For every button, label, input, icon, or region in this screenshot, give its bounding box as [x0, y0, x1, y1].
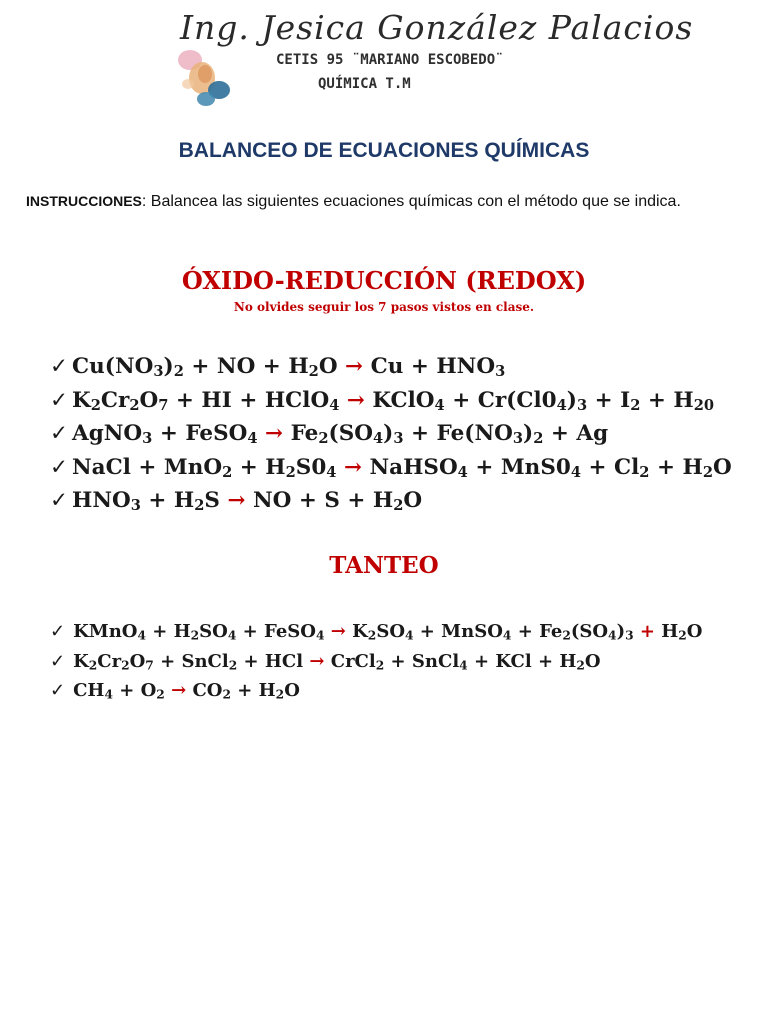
redox-equation-list	[50, 350, 732, 518]
equation-text: $Cu(NO_3)_2$ + NO + $H_2O \to Cu + HNO_3$	[72, 354, 506, 381]
page-title: BALANCEO DE ECUACIONES QUÍMICAS	[178, 139, 590, 162]
arrow-icon: →	[330, 621, 346, 642]
tanteo-equation-list	[50, 617, 702, 706]
watercolor-stones-logo-icon	[176, 44, 232, 110]
subject-name: QUÍMICA T.M	[318, 76, 411, 92]
equation-text: $HNO_3 + H_2S$ → NO + $S + H_2O$	[72, 488, 423, 515]
check-icon: ✓	[50, 488, 69, 513]
equation-text: KMnO$_4$ + $H_2SO_4$ + FeSO$_4$ → $K_2SO_4$ + MnSO$_4$ + $Fe_2(SO_4)_3 + H_2O$	[73, 621, 703, 643]
equation-text: $K_2Cr_2O_7$ + SnCl$_2$ + HCl → CrCl$_2$ + SnCl$_4$ + KCl + $H_2O$	[73, 650, 601, 673]
arrow-icon: →	[227, 488, 246, 513]
check-icon: ✓	[50, 387, 69, 413]
check-icon: ✓	[50, 454, 69, 480]
redox-note: No olvides seguir los 7 pasos vistos en clase.	[233, 300, 535, 314]
equation-item	[50, 350, 732, 384]
equation-text: NaCl + $MnO_2 + H_2S0_4$ → NaHSO$_4$ + $MnS0_4 + Cl_2 + H_2O$	[72, 454, 732, 481]
equation-text: AgNO$_3$ + FeSO$_4$ → $Fe_2(SO_4)_3 + Fe(NO_3)_2 + Ag$	[72, 421, 609, 448]
check-icon: ✓	[50, 621, 66, 642]
redox-section-title: ÓXIDO-REDUCCIÓN (REDOX)	[181, 266, 587, 295]
equation-item	[50, 484, 732, 518]
tanteo-section-title: TANTEO	[329, 552, 439, 579]
equation-item	[50, 676, 702, 706]
arrow-icon: →	[346, 387, 365, 413]
arrow-icon: →	[265, 421, 284, 446]
author-signature: Ing. Jesica González Palacios	[180, 8, 694, 47]
arrow-icon: →	[345, 354, 364, 379]
instructions	[26, 191, 726, 212]
check-icon: ✓	[50, 354, 69, 379]
equation-text: $K_2Cr_2O_7$ + HI + HClO$_4$ → KClO$_4$ + $Cr(Cl0_4)_3 + I_2 + H_{20}$	[72, 387, 715, 414]
equation-item	[50, 417, 732, 451]
equation-item	[50, 451, 732, 485]
instructions-label: INSTRUCCIONES	[26, 193, 142, 209]
equation-text: $CH_4 + O_2 \to CO_2 + H_2O$	[73, 680, 300, 702]
check-icon: ✓	[50, 650, 66, 672]
equation-item	[50, 617, 702, 647]
equation-item	[50, 384, 732, 418]
arrow-icon: →	[171, 680, 187, 701]
arrow-icon: →	[309, 650, 325, 672]
check-icon: ✓	[50, 421, 69, 446]
equation-item	[50, 647, 702, 677]
arrow-icon: →	[343, 454, 362, 480]
school-name: CETIS 95 ¨MARIANO ESCOBEDO¨	[276, 52, 504, 68]
check-icon: ✓	[50, 680, 66, 701]
document-header	[0, 0, 768, 120]
instructions-text: : Balancea las siguientes ecuaciones químicas con el método que se indica.	[141, 193, 681, 210]
